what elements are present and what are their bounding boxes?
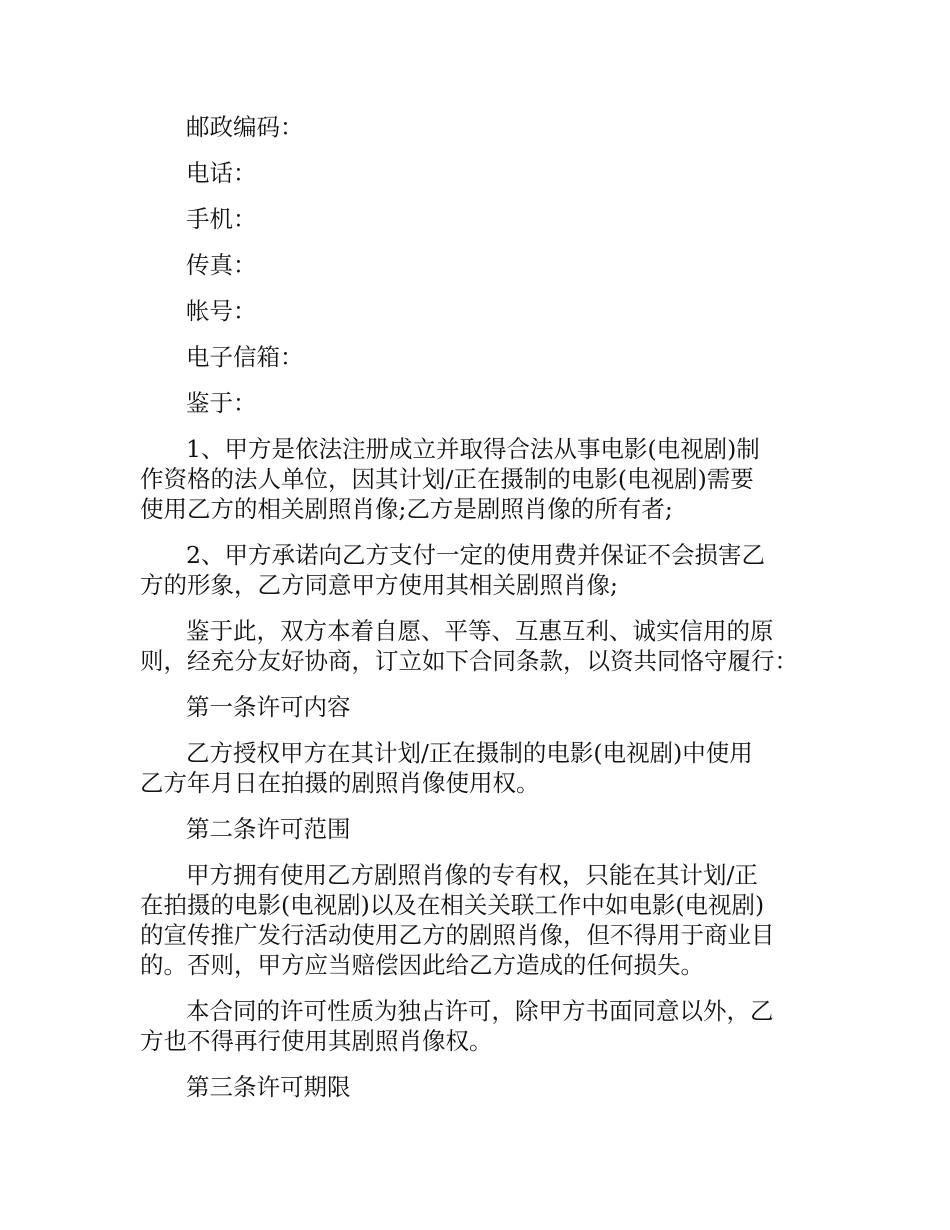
field-postal-code: 邮政编码：	[186, 113, 304, 141]
heading-article-3: 第三条许可期限	[186, 1073, 351, 1101]
field-phone: 电话：	[186, 159, 257, 187]
paragraph-recital-1: 1、甲方是依法注册成立并取得合法从事电影(电视剧)制 作资格的法人单位，因其计划/正在摄制的电影(电视剧)需要 使用乙方的相关剧照肖像;乙方是剧照肖像的所有者;	[140, 435, 760, 523]
paragraph-agreement: 鉴于此，双方本着自愿、平等、互惠互利、诚实信用的原 则，经充分友好协商，订立如下合同条款，以资共同恪守履行：	[140, 617, 798, 675]
paragraph-exclusive-license: 本合同的许可性质为独占许可，除甲方书面同意以外，乙 方也不得再行使用其剧照肖像权。	[140, 997, 774, 1055]
field-account: 帐号：	[186, 297, 257, 325]
field-fax: 传真：	[186, 251, 257, 279]
paragraph-recital-2: 2、甲方承诺向乙方支付一定的使用费并保证不会损害乙 方的形象，乙方同意甲方使用其相关剧照肖像;	[140, 541, 765, 599]
field-whereas: 鉴于：	[186, 389, 257, 417]
document-body	[140, 112, 840, 1118]
paragraph-article-2: 甲方拥有使用乙方剧照肖像的专有权，只能在其计划/正 在拍摄的电影(电视剧)以及在相关关联工作中如电影(电视剧) 的宣传推广发行活动使用乙方的剧照肖像，但不得用于商业目 的。否则，甲方应当赔偿因此给乙方造成的任何损失。	[140, 861, 775, 979]
heading-article-1: 第一条许可内容	[186, 693, 351, 721]
field-mobile: 手机：	[186, 205, 257, 233]
heading-article-2: 第二条许可范围	[186, 815, 351, 843]
field-email: 电子信箱：	[186, 343, 304, 371]
paragraph-article-1: 乙方授权甲方在其计划/正在摄制的电影(电视剧)中使用 乙方年月日在拍摄的剧照肖像使用权。	[140, 739, 753, 797]
